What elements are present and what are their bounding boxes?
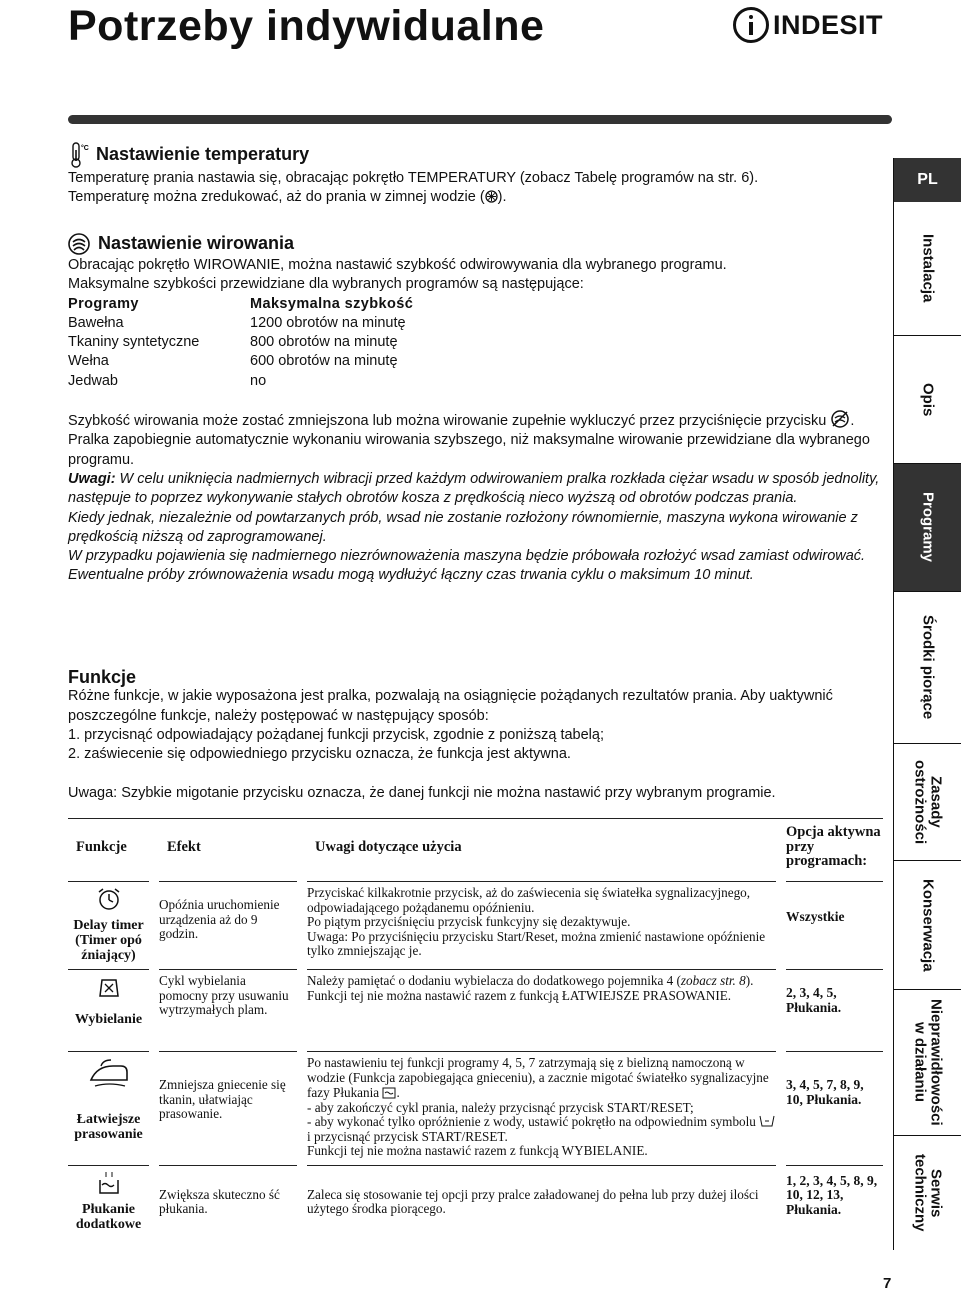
- section-sidebar: [893, 158, 961, 1250]
- spin-row-program: Wełna: [68, 353, 109, 370]
- sidebar-item-programy[interactable]: Programy: [894, 464, 961, 592]
- function-effect: Zmniejsza gniecenie się tkanin, ułatwiając prasowanie.: [159, 1051, 297, 1122]
- function-name: Płukanie dodatkowe: [75, 1201, 142, 1232]
- thermometer-icon: [68, 142, 88, 168]
- brand-logo: [733, 4, 883, 46]
- spin-row-speed: 800 obrotów na minutę: [250, 334, 398, 351]
- spin-table-header-speed: Maksymalna szybkość: [250, 295, 414, 312]
- spin-paragraph-4: Pralka zapobiegnie automatycznie wykonaniu wirowania szybszego, niż maksymalne wirowanie przewidziane dla wybranego programu.: [68, 432, 870, 468]
- function-effect: Zwiększa skuteczno ść płukania.: [159, 1165, 297, 1217]
- cold-wash-icon: [485, 190, 498, 203]
- temperature-heading-text: Nastawienie temperatury: [96, 144, 310, 165]
- functions-paragraph: Różne funkcje, w jakie wyposażona jest pralka, pozwalają na osiągnięcie pożądanych rezultatów prania. Aby uaktywnić poszczególne funkcje, należy postępować w następujący sposób:: [68, 688, 833, 724]
- table-row: [68, 875, 883, 963]
- spin-paragraph-1: Obracając pokrętło WIROWANIE, można nastawić szybkość odwirowywania dla wybranego programu.: [68, 257, 727, 273]
- page-number: 7: [883, 1275, 892, 1292]
- delay-timer-icon: [96, 886, 122, 912]
- function-notes: Należy pamiętać o dodaniu wybielacza do dodatkowego pojemnika 4 (zobacz str. 8). Funkcji tej nie można nastawić razem z funkcją ŁATWIEJSZE PRASOWANIE.: [307, 969, 776, 1003]
- sidebar-item-srodki-pioracе[interactable]: Środki piorące: [894, 592, 961, 744]
- spin-icon: [68, 233, 90, 255]
- page-title: Potrzeby indywidualne: [68, 2, 545, 50]
- spin-heading: [68, 233, 880, 255]
- rinse-phase-icon: [382, 1085, 396, 1099]
- sidebar-item-nieprawidlowosci[interactable]: Nieprawidłowości w działaniu: [894, 990, 961, 1136]
- function-notes: Przyciskać kilkakrotnie przycisk, aż do zaświecenia się światełka sygnalizacyjnego, odpowiadającego pożądanemu opóźnieniu. Po piątym przyciśnięciu przycisk funkcyjny się dezaktywuje. Uwaga: Po przyciśnięciu przycisku Start/Reset, można zmienić nastawione opóźnienie tylko zmniejszając je.: [307, 881, 776, 959]
- table-header-effect: Efekt: [159, 819, 307, 876]
- spin-row-speed: no: [250, 372, 267, 389]
- spin-table-header-program: Programy: [68, 295, 139, 312]
- table-header-options: Opcja aktywna przy programach:: [786, 819, 883, 876]
- function-notes: Zaleca się stosowanie tej opcji przy pralce załadowanej do pełna lub przy dużej ilości użytego środka piorącego.: [307, 1165, 776, 1217]
- function-name: Wybielanie: [74, 1012, 143, 1027]
- spin-section: [68, 233, 880, 586]
- spin-row-program: Bawełna: [68, 314, 124, 331]
- temperature-heading: [68, 142, 880, 168]
- spin-note-4: Ewentualne próby zrównoważenia wsadu mogą wydłużyć łączny czas trwania cyklu o maksimum 10 minut.: [68, 567, 754, 584]
- function-options: Wszystkie: [786, 881, 883, 925]
- iron-icon: [87, 1056, 131, 1090]
- function-name: Łatwiejsze prasowanie: [74, 1112, 143, 1142]
- functions-warning: Uwaga: Szybkie migotanie przycisku oznacza, że danej funkcji nie można nastawić przy wybranym programie.: [68, 785, 776, 802]
- function-notes: Po nastawieniu tej funkcji programy 4, 5, 7 zatrzymają się z bielizną namoczoną w wodzie (Funkcja zapobiegająca gnieceniu), a zacznie migotać światełko sygnalizacyjne fazy Płukania . - aby zakończyć cykl prania, należy przycisnąć przycisk START/RESET; - aby wykonać tylko opróżnienie z wody, ustawić pokrętło na odpowiednim symbolu i przycisnąć przycisk START/RESET. Funkcji tej nie można nastawić razem z funkcją WYBIELANIE.: [307, 1051, 776, 1159]
- functions-section: [68, 660, 880, 804]
- spin-row-speed: 1200 obrotów na minutę: [250, 314, 406, 331]
- extra-rinse-icon: [96, 1170, 122, 1196]
- spin-paragraph-3: Szybkość wirowania może zostać zmniejszona lub można wirowanie zupełnie wykluczyć przez przyciśnięcie przycisku .: [68, 409, 880, 431]
- spin-row-program: Tkaniny syntetyczne: [68, 334, 200, 351]
- sidebar-item-opis[interactable]: Opis: [894, 336, 961, 464]
- function-options: 3, 4, 5, 7, 8, 9, 10, Płukania.: [786, 1051, 883, 1107]
- temperature-line-1: Temperaturę prania nastawia się, obracając pokrętło TEMPERATURY (zobacz Tabelę programów na str. 6).: [68, 170, 759, 186]
- brand-name: INDESIT: [773, 9, 884, 40]
- function-name: Delay timer (Timer opó źniający): [73, 918, 144, 963]
- sidebar-item-konserwacja[interactable]: Konserwacja: [894, 861, 961, 990]
- table-header-function: Funkcje: [68, 819, 159, 876]
- language-tab[interactable]: PL: [894, 158, 961, 202]
- header-divider: [68, 115, 892, 124]
- function-effect: Cykl wybielania pomocny przy usuwaniu wytrzymałych plam.: [159, 969, 297, 1018]
- spin-note-2: Kiedy jednak, niezależnie od powtarzanych prób, wsad nie zostanie rozłożony równomiernie, maszyna wykona wirowanie z prędkością niższą od zaprogramowanej.: [68, 509, 858, 545]
- sidebar-item-serwis[interactable]: Serwis techniczny: [911, 1154, 945, 1232]
- spin-note-3: W przypadku pojawienia się nadmiernego niezrównoważenia maszyna będzie próbowała rozłożyć wsad zamiast odwirować.: [68, 548, 866, 565]
- functions-heading: Funkcje: [68, 667, 137, 687]
- table-row: [68, 1045, 883, 1159]
- function-effect: Opóźnia uruchomienie urządzenia aż do 9 godzin.: [159, 881, 297, 942]
- table-row: [68, 1159, 883, 1232]
- indesit-logo-icon: [733, 7, 769, 43]
- temperature-section: [68, 142, 880, 208]
- spin-heading-text: Nastawienie wirowania: [98, 233, 295, 254]
- no-spin-icon: [830, 409, 850, 429]
- function-options: 2, 3, 4, 5, Płukania.: [786, 969, 883, 1015]
- spin-note-1: Uwagi: W celu uniknięcia nadmiernych wibracji przed każdym odwirowaniem pralka rozkłada ciężar wsadu w sposób jednolity, następuje to poprzez wykonywanie stałych obrotów kosza z prędkością nieco wyższą od obrotów podczas prania.: [68, 470, 880, 507]
- table-header-notes: Uwagi dotyczące użycia: [307, 819, 786, 876]
- spin-speed-table: [68, 295, 880, 391]
- spin-paragraph-2: Maksymalne szybkości przewidziane dla wybranych programów są następujące:: [68, 276, 584, 293]
- sidebar-item-zasady[interactable]: Zasady ostrożności: [894, 744, 961, 861]
- functions-step-1: 1. przycisnąć odpowiadający pożądanej funkcji przycisk, zgodnie z poniższą tabelą;: [68, 726, 604, 743]
- svg-text:°C: °C: [81, 145, 89, 152]
- spin-row-speed: 600 obrotów na minutę: [250, 353, 398, 370]
- function-options: 1, 2, 3, 4, 5, 8, 9, 10, 12, 13, Płukania.: [786, 1165, 883, 1218]
- drain-symbol-icon: [759, 1115, 775, 1127]
- sidebar-item-instalacja[interactable]: Instalacja: [894, 202, 961, 336]
- functions-table: [68, 818, 883, 1232]
- spin-row-program: Jedwab: [68, 372, 118, 389]
- bleach-icon: [96, 974, 122, 1000]
- table-row: [68, 963, 883, 1045]
- temperature-line-2: Temperaturę można zredukować, aż do prania w zimnej wodzie ( ).: [68, 189, 507, 206]
- functions-step-2: 2. zaświecenie się odpowiedniego przycisku oznacza, że funkcja jest aktywna.: [68, 746, 571, 763]
